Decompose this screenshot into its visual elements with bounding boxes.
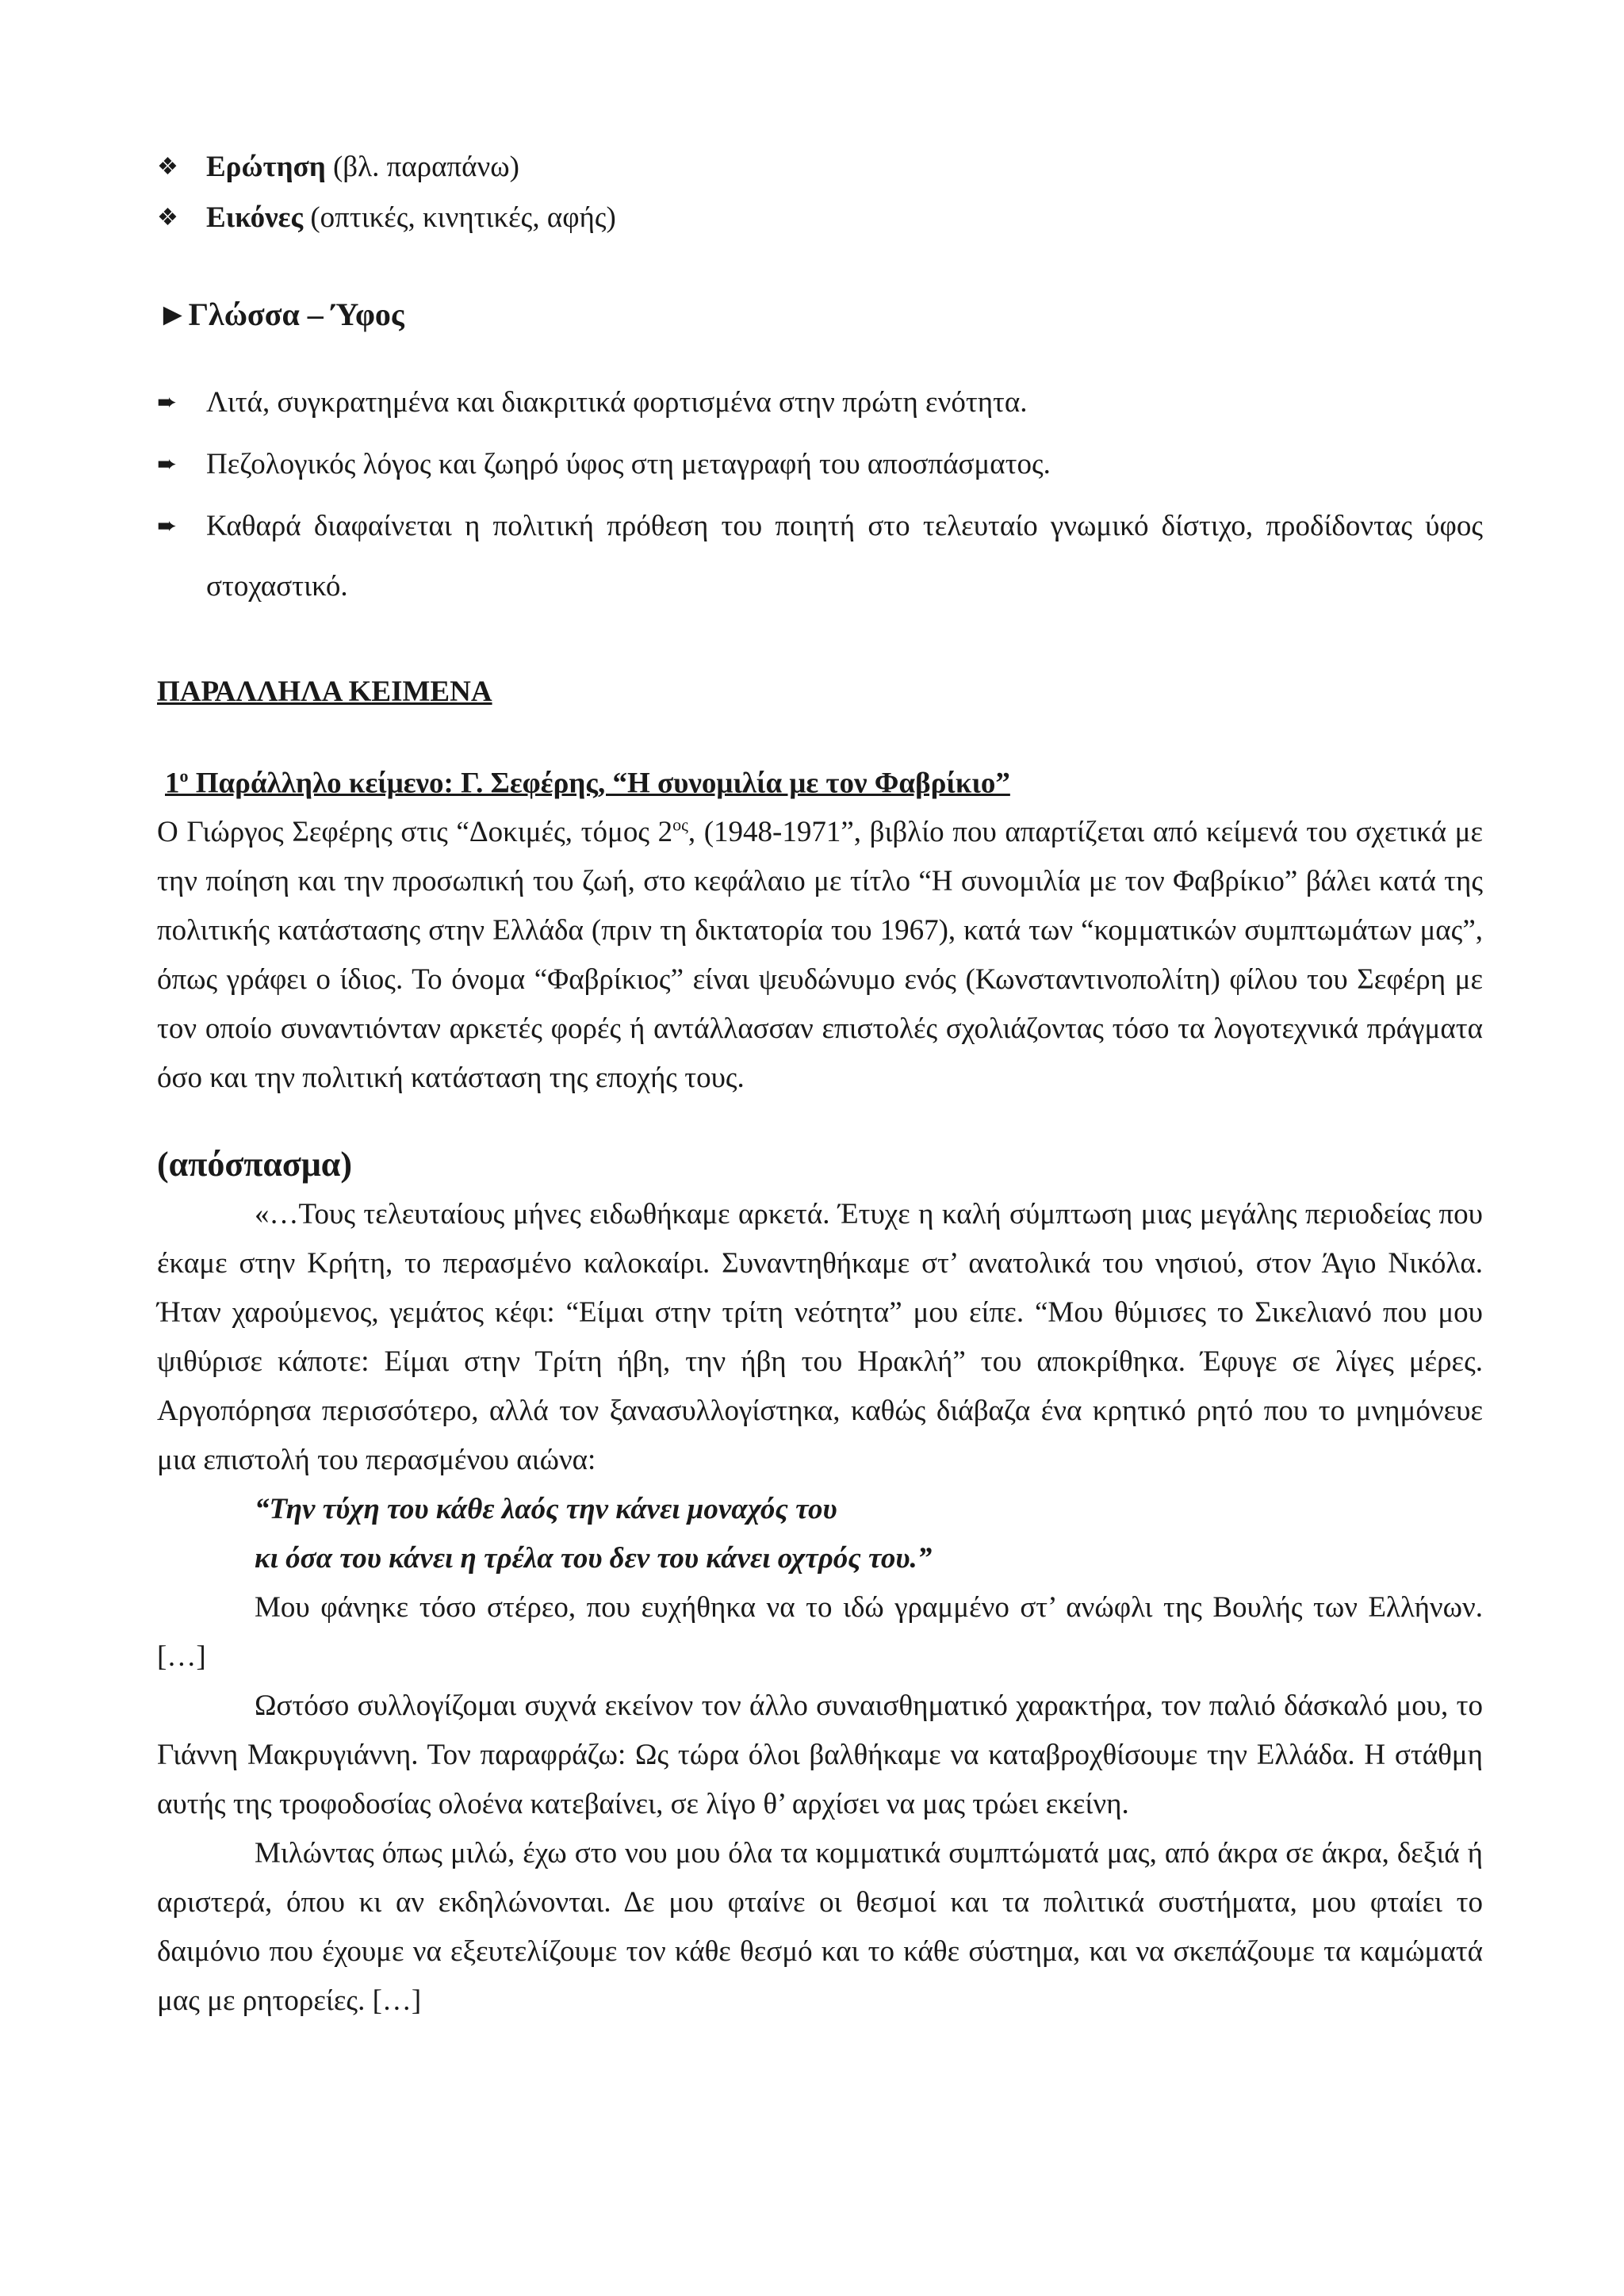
- arrow-bullet-icon: ➨: [157, 513, 178, 539]
- bullet-note: (βλ. παραπάνω): [325, 151, 519, 183]
- bullet-note: (οπτικές, κινητικές, αφής): [303, 201, 616, 234]
- excerpt-paragraph: Μιλώντας όπως μιλώ, έχω στο νου μου όλα τα κομματικά συμπτώματά μας, από άκρα σε άκρα, δεξιά ή αριστερά, όπου κι αν εκδηλώνονται. Δε μου φταίνε οι θεσμοί και τα πολιτικά συστήματα, μου φταίει το δαιμόνιο που έχουμε να εξευτελίζουμε τον κάθε θεσμό και το κάθε σύστημα, και να σκεπάζουμε τα καμώματά μας με ρητορείες. […]: [157, 1837, 1483, 2018]
- style-point-text: Καθαρά διαφαίνεται η πολιτική πρόθεση του ποιητή στο τελευταίο γνωμικό δίστιχο, προδίδοντας ύφος στοχαστικό.: [206, 510, 1483, 603]
- intro-paragraph: Ο Γιώργος Σεφέρης στις “Δοκιμές, τόμος $2^{o\varsigma}$, (1948-1971”, βιβλίο που απαρτίζεται από κείμενά του σχετικά με την ποίηση και την προσωπική του ζωή, στο κεφάλαιο με τίτλο “Η συνομιλία με τον Φαβρίκιο” βάλει κατά της πολιτικής κατάστασης στην Ελλάδα (πριν τη δικτατορία του 1967), κατά των “κομματικών συμπτωμάτων μας”, όπως γράφει ο ίδιος. Το όνομα “Φαβρίκιος” είναι ψευδώνυμο ενός (Κωνσταντινοπολίτη) φίλου του Σεφέρη με τον οποίο συναντιόνταν αρκετές φορές ή αντάλλασσαν επιστολές σχολιάζοντας τόσο τα λογοτεχνικά πράγματα όσο και την πολιτική κατάσταση της εποχής τους.: [157, 815, 1483, 1095]
- bullet-term: Ερώτηση: [206, 151, 326, 183]
- list-item: [157, 496, 1483, 617]
- excerpt-heading: (απόσπασμα): [157, 1145, 352, 1184]
- style-point-text: Πεζολογικός λόγος και ζωηρό ύφος στη μεταγραφή του αποσπάσματος.: [206, 448, 1051, 480]
- quote-line: κι όσα του κάνει η τρέλα του δεν του κάνει οχτρός του.”: [255, 1542, 933, 1575]
- bullet-item: [157, 193, 1483, 244]
- excerpt-paragraph: «…Τους τελευταίους μήνες ειδωθήκαμε αρκετά. Έτυχε η καλή σύμπτωση μιας μεγάλης περιοδείας που έκαμε στην Κρήτη, το περασμένο καλοκαίρι. Συναντηθήκαμε στ’ ανατολικά του νησιού, στον Άγιο Νικόλα. Ήταν χαρούμενος, γεμάτος κέφι: “Είμαι στην τρίτη νεότητα” μου είπε. “Μου θύμισες το Σικελιανό που μου ψιθύρισε κάποτε: Είμαι στην Τρίτη ήβη, την ήβη του Ηρακλή” του αποκρίθηκα. Έφυγε σε λίγες μέρες. Αργοπόρησα περισσότερο, αλλά τον ξανασυλλογίστηκα, καθώς διάβαζα ένα κρητικό ρητό που το μνημόνευε μια επιστολή του περασμένου αιώνα:: [157, 1198, 1483, 1477]
- bullet-term: Εικόνες: [206, 201, 304, 234]
- excerpt-paragraph: Μου φάνηκε τόσο στέρεο, που ευχήθηκα να το ιδώ γραμμένο στ’ ανώφλι της Βουλής των Ελλήνων. […]: [157, 1591, 1483, 1674]
- arrow-bullet-icon: ➨: [157, 389, 178, 415]
- style-section-title: Γλώσσα – Ύφος: [188, 297, 404, 332]
- parallel-texts-heading: ΠΑΡΑΛΛΗΛΑ ΚΕΙΜΕΝΑ: [157, 675, 492, 708]
- style-points-list: [157, 373, 1483, 617]
- quote-line: “Την τύχη του κάθε λαός την κάνει μοναχός του: [255, 1493, 837, 1526]
- style-point-text: Λιτά, συγκρατημένα και διακριτικά φορτισμένα στην πρώτη ενότητα.: [206, 386, 1028, 419]
- document-page: [157, 143, 1483, 2026]
- excerpt-paragraph: Ωστόσο συλλογίζομαι συχνά εκείνον τον άλλο συναισθηματικό χαρακτήρα, τον παλιό δάσκαλό μου, το Γιάννη Μακρυγιάννη. Τον παραφράζω: Ως τώρα όλοι βαλθήκαμε να καταβροχθίσουμε την Ελλάδα. Η στάθμη αυτής της τροφοδοσίας ολοένα κατεβαίνει, σε λίγο θ’ αρχίσει να μας τρώει εκείνη.: [157, 1689, 1483, 1821]
- diamond-bullet-icon: ❖: [157, 205, 178, 231]
- triangle-marker-icon: ►: [157, 297, 189, 332]
- bullet-item: [157, 143, 1483, 193]
- diamond-bullet-icon: ❖: [157, 154, 178, 180]
- style-section-heading: [157, 290, 1483, 339]
- parallel-text-1-heading: $1^o$ Παράλληλο κείμενο: Γ. Σεφέρης, “Η συνομιλία με τον Φαβρίκιο”: [165, 766, 1010, 800]
- list-item: [157, 373, 1483, 433]
- arrow-bullet-icon: ➨: [157, 451, 178, 477]
- list-item: [157, 434, 1483, 495]
